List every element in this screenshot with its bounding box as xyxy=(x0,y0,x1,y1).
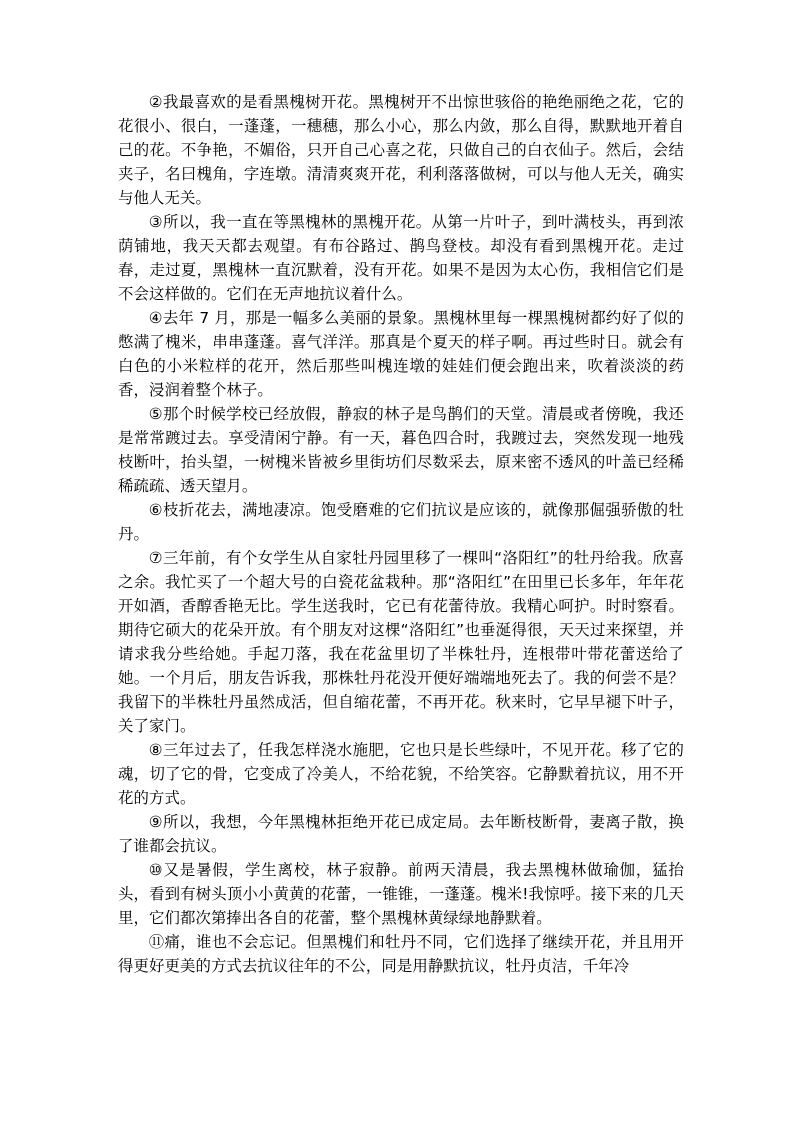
paragraph-5: ⑤那个时候学校已经放假，静寂的林子是鸟鹊们的天堂。清晨或者傍晚，我还是常常踱过去。享受清闲宁静。有一天，暮色四合时，我踱过去，突然发现一地残枝断叶，抬头望，一树槐米皆被乡里街坊们尽数采去，原来密不透风的叶盖已经稀稀疏疏、透天望月。 xyxy=(118,405,684,495)
paragraph-7: ⑦三年前，有个女学生从自家牡丹园里移了一棵叫“洛阳红”的牡丹给我。欣喜之余。我忙买了一个超大号的白瓷花盆栽种。那“洛阳红”在田里已长多年，年年花开如酒，香醇香艳无比。学生送我时，它已有花蕾待放。我精心呵护。时时察看。期待它硕大的花朵开放。有个朋友对这棵“洛阳红”也垂涎得很，天天过来探望，并请求我分些给她。手起刀落，我在花盆里切了半株牡丹，连根带叶带花蕾送给了她。一个月后，朋友告诉我，那株牡丹花没开便好端端地死去了。我的何尝不是？我留下的半株牡丹虽然成活，但自缩花蕾，不再开花。秋来时，它早早褪下叶子，关了家门。 xyxy=(118,549,684,735)
paragraph-10: ⑩又是暑假，学生离校，林子寂静。前两天清晨，我去黑槐林做瑜伽，猛抬头，看到有树头顶小小黄黄的花蕾，一锥锥，一蓬蓬。槐米!我惊呼。接下来的几天里，它们都次第捧出各自的花蕾，整个黑槐林黄绿绿地静默着。 xyxy=(118,861,684,927)
paragraph-9: ⑨所以，我想，今年黑槐林拒绝开花已成定局。去年断枝断骨，妻离子散，换了谁都会抗议。 xyxy=(118,813,684,855)
document-page xyxy=(118,90,684,978)
paragraph-2: ②我最喜欢的是看黑槐树开花。黑槐树开不出惊世骇俗的艳绝丽绝之花，它的花很小、很白，一蓬蓬，一穗穗，那么小心，那么内敛，那么自得，默默地开着自己的花。不争艳，不媚俗，只开自己心喜之花，只做自己的白衣仙子。然后，会结夹子，名曰槐角，字连墩。清清爽爽开花，利利落落做树，可以与他人无关，确实与他人无关。 xyxy=(118,93,684,207)
paragraph-8: ⑧三年过去了，任我怎样浇水施肥，它也只是长些绿叶，不见开花。移了它的魂，切了它的骨，它变成了冷美人，不给花貌，不给笑容。它静默着抗议，用不开花的方式。 xyxy=(118,741,684,807)
paragraph-6: ⑥枝折花去，满地凄凉。饱受磨难的它们抗议是应该的，就像那倔强骄傲的牡丹。 xyxy=(118,501,684,543)
paragraph-4: ④去年 7 月，那是一幅多么美丽的景象。黑槐林里每一棵黑槐树都约好了似的憋满了槐米，串串蓬蓬。喜气洋洋。那真是个夏天的样子啊。再过些时日。就会有白色的小米粒样的花开，然后那些叫槐连墩的娃娃们便会跑出来，吹着淡淡的药香，浸润着整个林子。 xyxy=(118,309,684,399)
paragraph-11: ⑪痛，谁也不会忘记。但黑槐们和牡丹不同，它们选择了继续开花，并且用开得更好更美的方式去抗议往年的不公，同是用静默抗议，牡丹贞洁，千年冷 xyxy=(118,933,684,975)
paragraph-3: ③所以，我一直在等黑槐林的黑槐开花。从第一片叶子，到叶满枝头，再到浓荫铺地，我天天都去观望。有布谷路过、鹊鸟登枝。却没有看到黑槐开花。走过春，走过夏，黑槐林一直沉默着，没有开花。如果不是因为太心伤，我相信它们是不会这样做的。它们在无声地抗议着什么。 xyxy=(118,213,684,303)
